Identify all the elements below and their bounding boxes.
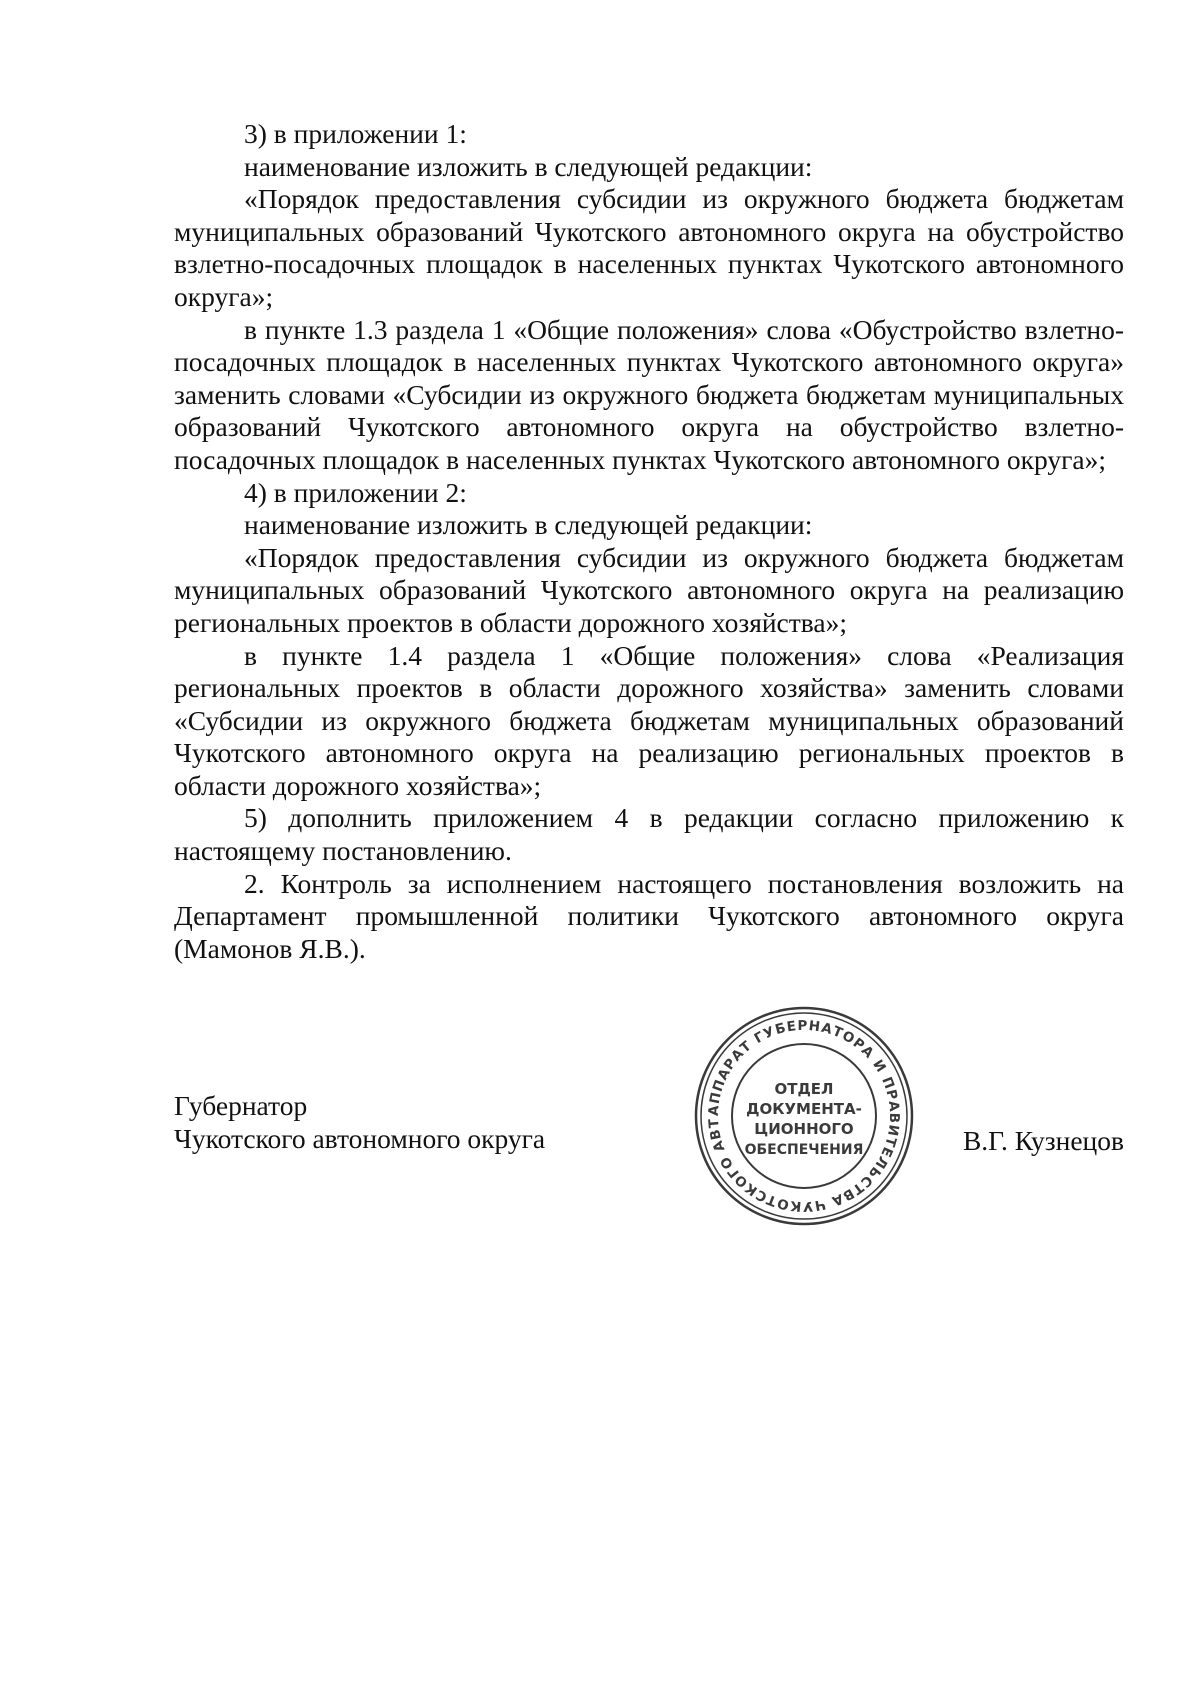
paragraph-item-3: 3) в приложении 1: <box>244 118 467 149</box>
signature-position-line2: Чукотского автономного округа <box>174 1122 546 1154</box>
stamp-seal-icon <box>690 1002 918 1230</box>
paragraph-control-clause: 2. Контроль за исполнением настоящего постановления возложить на Департамент промышленной политики Чукотского автономного округа (Мамонов Я.В.). <box>174 867 1124 964</box>
svg-text:АППАРАТ ГУБЕРНАТОРА И ПРАВИТЕЛ: АППАРАТ ГУБЕРНАТОРА И ПРАВИТЕЛЬСТВА ЧУКОТСКОГО АВТ <box>705 1017 903 1215</box>
paragraph-appendix2-clause-1-4: в пункте 1.4 раздела 1 «Общие положения» слова «Реализация региональных проектов в области дорожного хозяйства» заменить словами «Субсидии из окружного бюджета бюджетам муниципальных образований Чукотского автономного округа на реализацию региональных проектов в области дорожного хозяйства»; <box>174 639 1124 801</box>
paragraph-appendix1-clause-1-3: в пункте 1.3 раздела 1 «Общие положения» слова «Обустройство взлетно-посадочных площадок в населенных пунктах Чукотского автономного округа» заменить словами «Субсидии из окружного бюджета бюджетам муниципальных образований Чукотского автономного округа на обустройство взлетно-посадочных площадок в населенных пунктах Чукотского автономного округа»; <box>174 313 1124 475</box>
svg-text:ДОКУМЕНТА-: ДОКУМЕНТА- <box>746 1100 862 1118</box>
signatory-name: В.Г. Кузнецов <box>962 1125 1124 1156</box>
paragraph-item-5: 5) дополнить приложением 4 в редакции согласно приложению к настоящему постановлению. <box>174 802 1124 867</box>
paragraph-appendix2-title-intro: наименование изложить в следующей редакции: <box>244 509 813 541</box>
svg-text:ОТДЕЛ: ОТДЕЛ <box>774 1080 834 1098</box>
paragraph-appendix2-new-title: «Порядок предоставления субсидии из окружного бюджета бюджетам муниципальных образований Чукотского автономного округа на реализацию региональных проектов в области дорожного хозяйства»; <box>174 541 1124 638</box>
signature-position-line1: Губернатор <box>174 1090 308 1121</box>
paragraph-item-4: 4) в приложении 2: <box>244 476 467 508</box>
paragraph-appendix1-new-title: «Порядок предоставления субсидии из окружного бюджета бюджетам муниципальных образований Чукотского автономного округа на обустройство взлетно-посадочных площадок в населенных пунктах Чукотского автономного округа»; <box>174 183 1124 312</box>
official-stamp <box>690 1002 918 1230</box>
svg-text:ЦИОННОГО: ЦИОННОГО <box>754 1120 854 1138</box>
svg-text:ОБЕСПЕЧЕНИЯ: ОБЕСПЕЧЕНИЯ <box>744 1142 864 1158</box>
document-body <box>174 118 1124 965</box>
paragraph-appendix1-title-intro: наименование изложить в следующей редакции: <box>244 150 813 182</box>
